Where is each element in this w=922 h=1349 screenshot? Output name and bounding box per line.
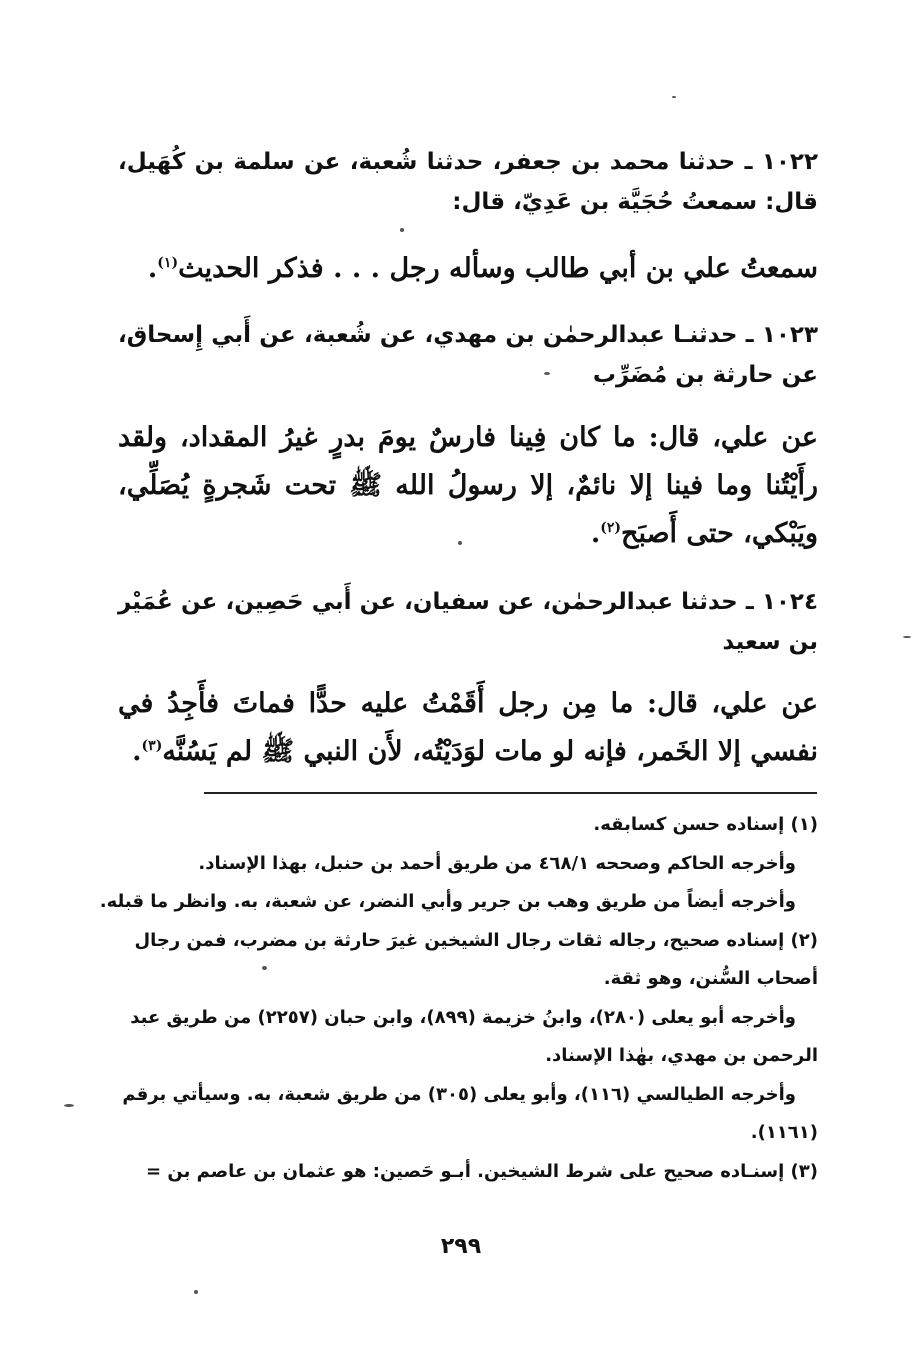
scan-speck	[194, 1290, 198, 1294]
hadith-1024-matn-end: .	[132, 736, 142, 767]
footnote-line: (١١٦١).	[750, 1122, 818, 1143]
hadith-1022-footnote-ref: (١)	[157, 255, 179, 271]
scan-speck	[400, 228, 404, 232]
footnotes	[99, 806, 818, 1191]
footnote-line: (٢) إسناده صحيح، رجاله ثقات رجال الشيخين غيرَ حارثة بن مضرب، فمن رجال	[134, 929, 818, 951]
scan-speck	[458, 541, 462, 545]
hadith-1023-matn-end: .	[590, 518, 601, 549]
hadith-1024-matn-text: عن علي، قال: ما مِن رجل أَقَمْتُ عليه حدًّا فماتَ فأَجِدُ في نفسي إلا الخَمر، فإنه لو مات لوَدَيْتُه، لأَن النبي ﷺ لم يَسُنَّه	[118, 688, 818, 767]
hadith-1024-isnad-text: ـ حدثنا عبدالرحمٰن، عن سفيان، عن أَبي حَصِين، عن عُمَيْر بن سعيد	[118, 589, 818, 655]
footnote-line: وأخرجه الطيالسي (١١٦)، وأبو يعلى (٣٠٥) من طريق شعبة، به. وسيأتي برقم	[122, 1083, 796, 1105]
hadith-1023-footnote-ref: (٢)	[600, 520, 622, 536]
hadith-1022-isnad	[118, 142, 818, 222]
scan-speck	[544, 372, 550, 375]
footnote-line: أصحاب السُّنن، وهو ثقة.	[603, 968, 818, 989]
hadith-1023-matn	[118, 414, 818, 558]
hadith-1023-matn-text: عن علي، قال: ما كان فِينا فارسٌ يومَ بدرٍ غيرُ المقداد، ولقد رأَيْتُنا وما فينا إلا نائمٌ، إلا رسولُ الله ﷺ تحت شَجرةٍ يُصَلِّي، ويَبْكي، حتى أَصبَح	[118, 422, 818, 549]
hadith-1022-matn-text: سمعتُ علي بن أبي طالب وسأله رجل . . . فذكر الحديث	[178, 253, 818, 284]
scan-speck	[64, 1104, 74, 1107]
footnote-line: (١) إسناده حسن كسابقه.	[593, 814, 818, 835]
footnote-line: وأخرجه أبو يعلى (٢٨٠)، وابنُ خزيمة (٨٩٩)، وابن حبان (٢٢٥٧) من طريق عبد	[130, 1006, 796, 1028]
hadith-1022-number: ١٠٢٢	[761, 149, 818, 175]
hadith-1023-number: ١٠٢٣	[761, 322, 818, 348]
hadith-1023-isnad-text: ـ حدثنـا عبدالرحمٰن بن مهدي، عن شُعبة، عن أَبي إِسحاق، عن حارثة بن مُضَرِّب	[118, 322, 818, 388]
footnote-separator	[204, 792, 817, 794]
hadith-1024-number: ١٠٢٤	[761, 589, 818, 615]
hadith-1024-footnote-ref: (٣)	[141, 738, 163, 754]
footnote-line: وأخرجه الحاكم وصححه ٤٦٨/١ من طريق أحمد بن حنبل، بهذا الإسناد.	[198, 852, 796, 874]
hadith-1024-matn	[118, 680, 818, 776]
hadith-1022-matn-end: .	[147, 253, 158, 284]
hadith-1022-isnad-text: ـ حدثنا محمد بن جعفر، حدثنا شُعبة، عن سلمة بن كُهَيل، قال: سمعتُ حُجَيَّة بن عَدِيّ، قال:	[118, 149, 818, 215]
hadith-1023-isnad	[118, 315, 818, 395]
hadith-1024-isnad	[118, 582, 818, 662]
page-number: ٢٩٩	[440, 1234, 482, 1259]
footnote-line: (٣) إسنـاده صحيح على شرط الشيخين. أبـو حَصين: هو عثمان بن عاصم بن =	[146, 1160, 818, 1182]
footnote-line: وأخرجه أيضاً من طريق وهب بن جرير وأبي النضر، عن شعبة، به. وانظر ما قبله.	[99, 891, 796, 912]
hadith-1022-matn	[118, 245, 818, 293]
scan-speck	[672, 96, 676, 98]
scan-speck	[903, 636, 911, 638]
scan-speck	[262, 966, 267, 970]
footnote-line: الرحمن بن مهدي، بهٰذا الإسناد.	[545, 1045, 818, 1066]
